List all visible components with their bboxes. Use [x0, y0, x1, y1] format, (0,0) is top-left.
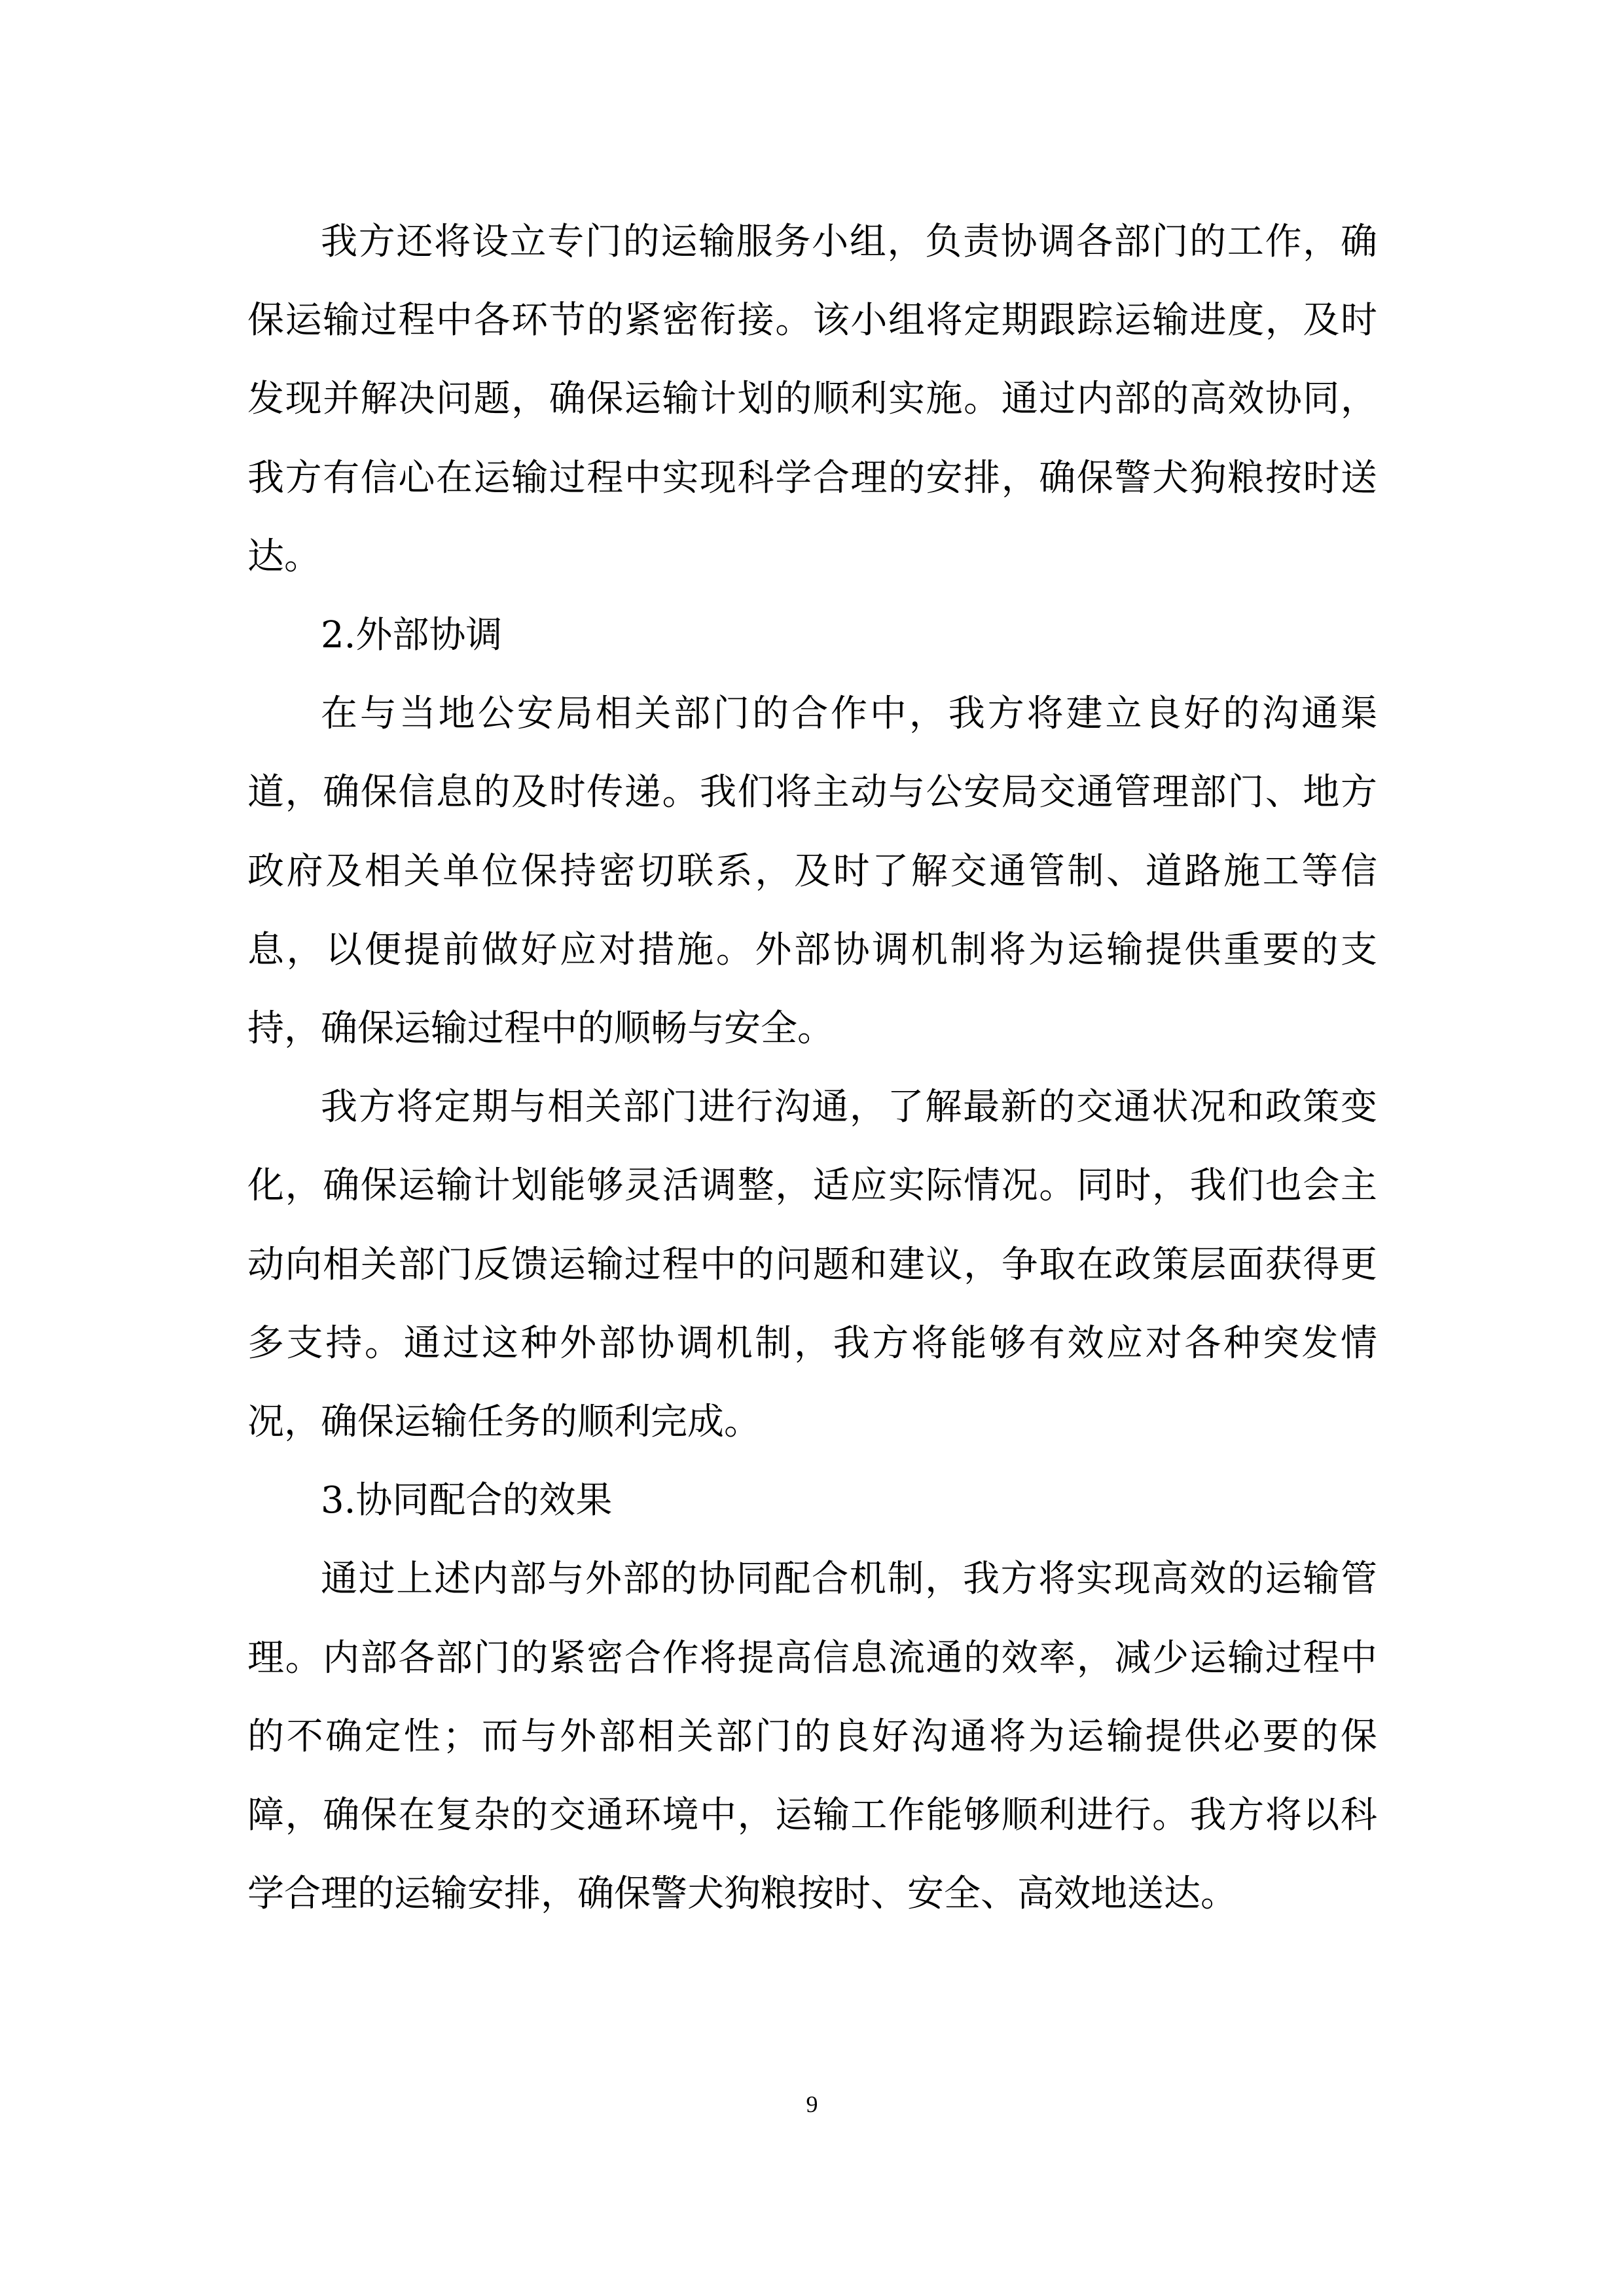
- paragraph-transport-team: 我方还将设立专门的运输服务小组，负责协调各部门的工作，确保运输过程中各环节的紧密衔接。该小组将定期跟踪运输进度，及时发现并解决问题，确保运输计划的顺利实施。通过内部的高效协同，我方有信心在运输过程中实现科学合理的安排，确保警犬狗粮按时送达。: [247, 221, 1377, 578]
- paragraph-regular-communication: 我方将定期与相关部门进行沟通，了解最新的交通状况和政策变化，确保运输计划能够灵活调整，适应实际情况。同时，我们也会主动向相关部门反馈运输过程中的问题和建议，争取在政策层面获得更多支持。通过这种外部协调机制，我方将能够有效应对各种突发情况，确保运输任务的顺利完成。: [247, 1086, 1377, 1444]
- section-heading-coordination-effect: 3.协同配合的效果: [321, 1479, 613, 1522]
- section-heading-external-coordination: 2.外部协调: [321, 614, 503, 657]
- paragraph-police-cooperation: 在与当地公安局相关部门的合作中，我方将建立良好的沟通渠道，确保信息的及时传递。我们将主动与公安局交通管理部门、地方政府及相关单位保持密切联系，及时了解交通管制、道路施工等信息，以便提前做好应对措施。外部协调机制将为运输提供重要的支持，确保运输过程中的顺畅与安全。: [247, 692, 1377, 1050]
- paragraph-coordination-summary: 通过上述内部与外部的协同配合机制，我方将实现高效的运输管理。内部各部门的紧密合作将提高信息流通的效率，减少运输过程中的不确定性；而与外部相关部门的良好沟通将为运输提供必要的保障，确保在复杂的交通环境中，运输工作能够顺利进行。我方将以科学合理的运输安排，确保警犬狗粮按时、安全、高效地送达。: [247, 1558, 1377, 1916]
- page-number: 9: [806, 2091, 818, 2117]
- page-body: [247, 203, 1377, 1933]
